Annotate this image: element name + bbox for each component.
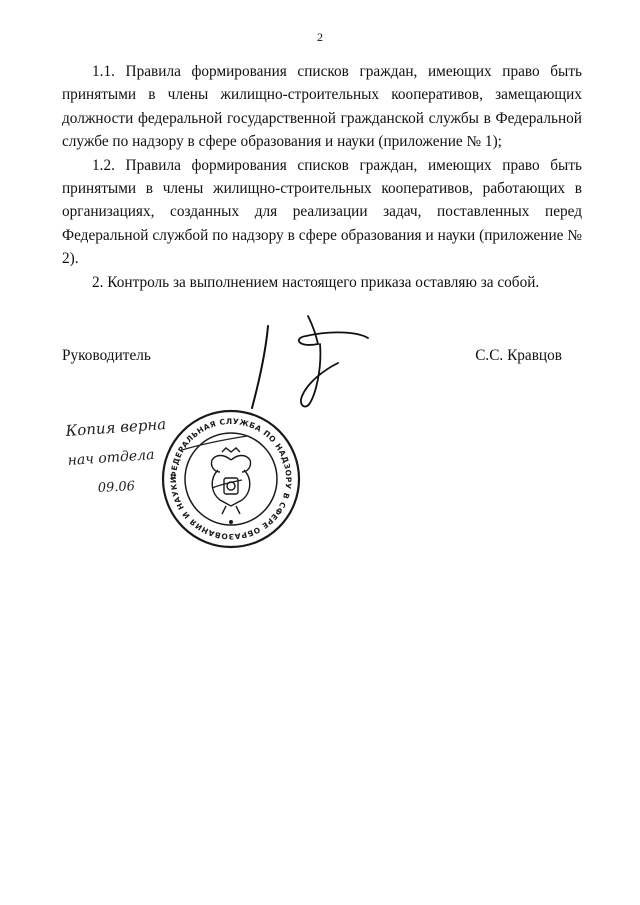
seal-text: ФЕДЕРАЛЬНАЯ СЛУЖБА ПО НАДЗОРУ В СФЕРЕ ОБРАЗОВАНИЯ И НАУКИ (168, 416, 294, 542)
signatory-title: Руководитель (62, 347, 151, 364)
paragraph-1-2: 1.2. Правила формирования списков граждан, имеющих право быть принятыми в члены жилищно-строительных кооперативов, работающих в организациях, созданных для реализации задач, поставленных перед Федеральной службой по надзору в сфере образования и науки (приложение № 2). (62, 156, 582, 268)
paragraph-1-1: 1.1. Правила формирования списков граждан, имеющих право быть принятыми в члены жилищно-строительных кооперативов, замещающих должности федеральной государственной гражданской службы в Федеральной службе по надзору в сфере образования и науки (приложение № 1); (62, 63, 582, 151)
handwritten-signature (238, 308, 378, 418)
signatory-name: С.С. Кравцов (475, 347, 562, 364)
note-line-3: 09.06 (97, 479, 136, 496)
official-seal (160, 408, 302, 550)
document-body (62, 60, 582, 294)
eagle-emblem-icon (211, 448, 250, 514)
note-line-1: Копия верна (65, 415, 167, 440)
paragraph-2: 2. Контроль за выполнением настоящего приказа оставляю за собой. (92, 273, 540, 291)
note-line-2: нач отдела (67, 446, 155, 469)
page-number: 2 (317, 30, 323, 44)
